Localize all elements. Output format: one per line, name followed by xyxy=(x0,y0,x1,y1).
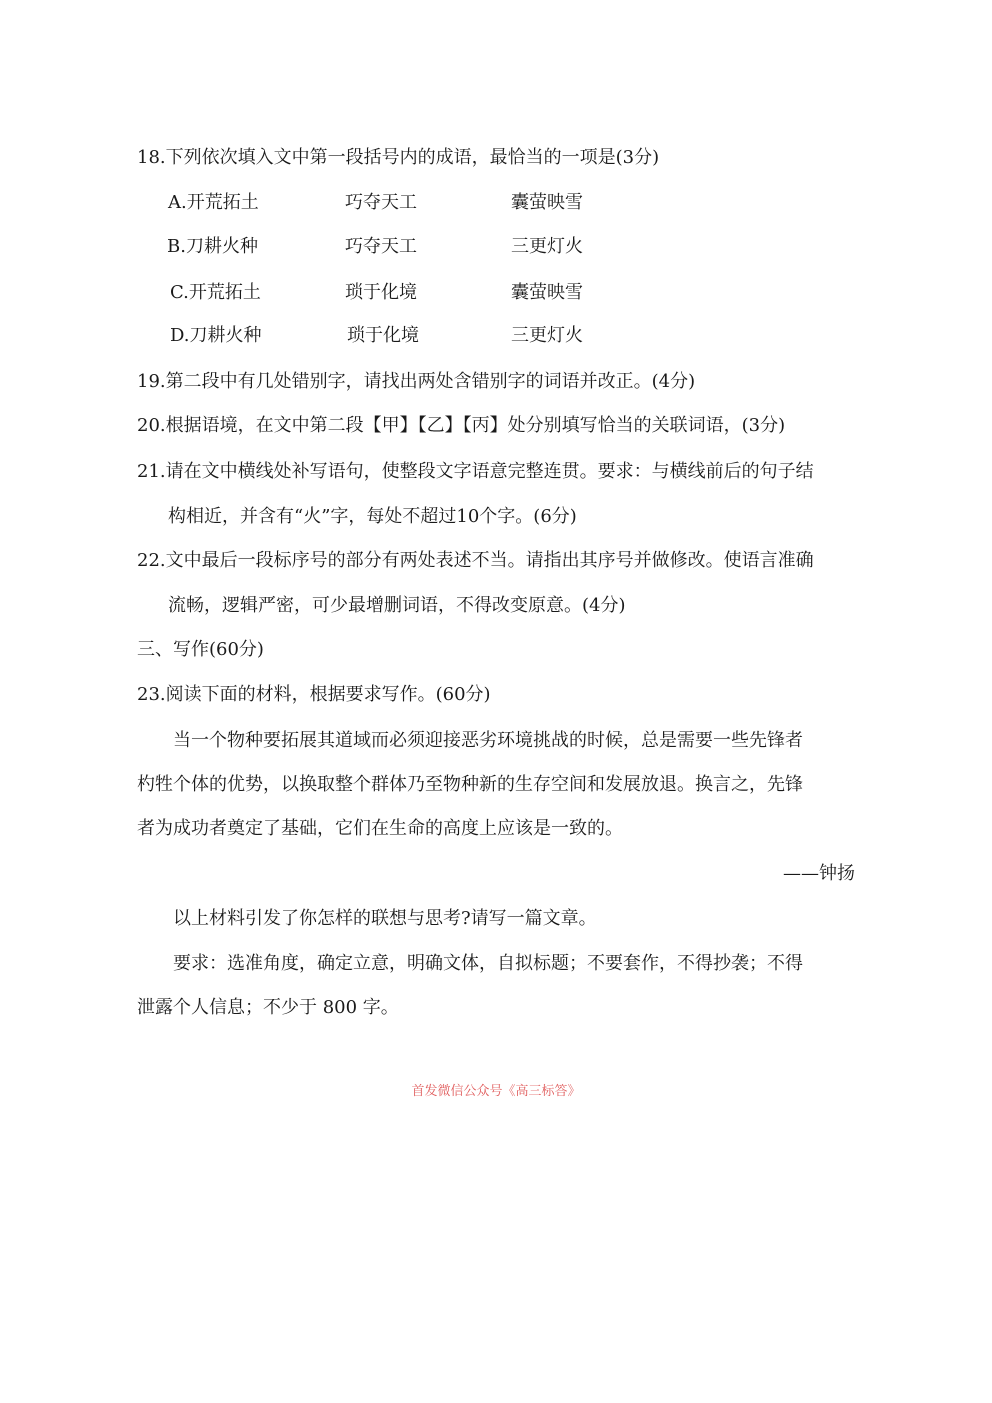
q23-stem: 23.阅读下面的材料，根据要求写作。(60分) xyxy=(137,684,491,705)
material-line-3: 者为成功者奠定了基础，它们在生命的高度上应该是一致的。 xyxy=(137,818,623,839)
option-c-choice-1: C.开荒拓土 xyxy=(170,282,261,303)
option-c-choice-3: 囊萤映雪 xyxy=(511,282,583,303)
option-a-choice-3: 囊萤映雪 xyxy=(511,192,583,213)
q20: 20.根据语境，在文中第二段【甲】【乙】【丙】处分别填写恰当的关联词语，(3分) xyxy=(137,415,786,436)
requirements-line-2: 泄露个人信息；不少于 800 字。 xyxy=(137,997,399,1018)
q21-line-2: 构相近，并含有“火”字，每处不超过10个字。(6分) xyxy=(168,506,577,527)
q18-stem: 18.下列依次填入文中第一段括号内的成语，最恰当的一项是(3分) xyxy=(137,147,660,168)
option-b-choice-3: 三更灯火 xyxy=(511,236,583,257)
q22-line-2: 流畅，逻辑严密，可少最增删词语，不得改变原意。(4分) xyxy=(168,595,626,616)
option-d-choice-3: 三更灯火 xyxy=(511,325,583,346)
q21-line-1: 21.请在文中横线处补写语句，使整段文字语意完整连贯。要求：与横线前后的句子结 xyxy=(137,461,814,482)
q19: 19.第二段中有几处错别字，请找出两处含错别字的词语并改正。(4分) xyxy=(137,371,696,392)
material-line-2: 杓牲个体的优势，以换取整个群体乃至物种新的生存空间和发展放退。换言之，先锋 xyxy=(137,774,803,795)
option-d-choice-1: D.刀耕火种 xyxy=(170,325,262,346)
option-d-choice-2: 琐于化境 xyxy=(347,325,419,346)
option-a-choice-2: 巧夺天工 xyxy=(345,192,417,213)
attribution: ——钟扬 xyxy=(783,863,855,884)
option-c-choice-2: 琐于化境 xyxy=(345,282,417,303)
q22-line-1: 22.文中最后一段标序号的部分有两处表述不当。请指出其序号并做修改。使语言准确 xyxy=(137,550,814,571)
option-a-choice-1: A.开荒拓土 xyxy=(168,192,259,213)
option-b-choice-1: B.刀耕火种 xyxy=(167,236,258,257)
footer-watermark: 首发微信公众号《高三标答》 xyxy=(411,1084,581,1099)
requirements-line-1: 要求：选准角度，确定立意，明确文体，自拟标题；不要套作，不得抄袭；不得 xyxy=(173,953,803,974)
section-three-heading: 三、写作(60分) xyxy=(137,639,264,660)
material-line-1: 当一个物种要拓展其道域而必须迎接恶劣环境挑战的时候，总是需要一些先锋者 xyxy=(173,730,803,751)
writing-prompt: 以上材料引发了你怎样的联想与思考?请写一篇文章。 xyxy=(173,908,597,929)
option-b-choice-2: 巧夺天工 xyxy=(345,236,417,257)
